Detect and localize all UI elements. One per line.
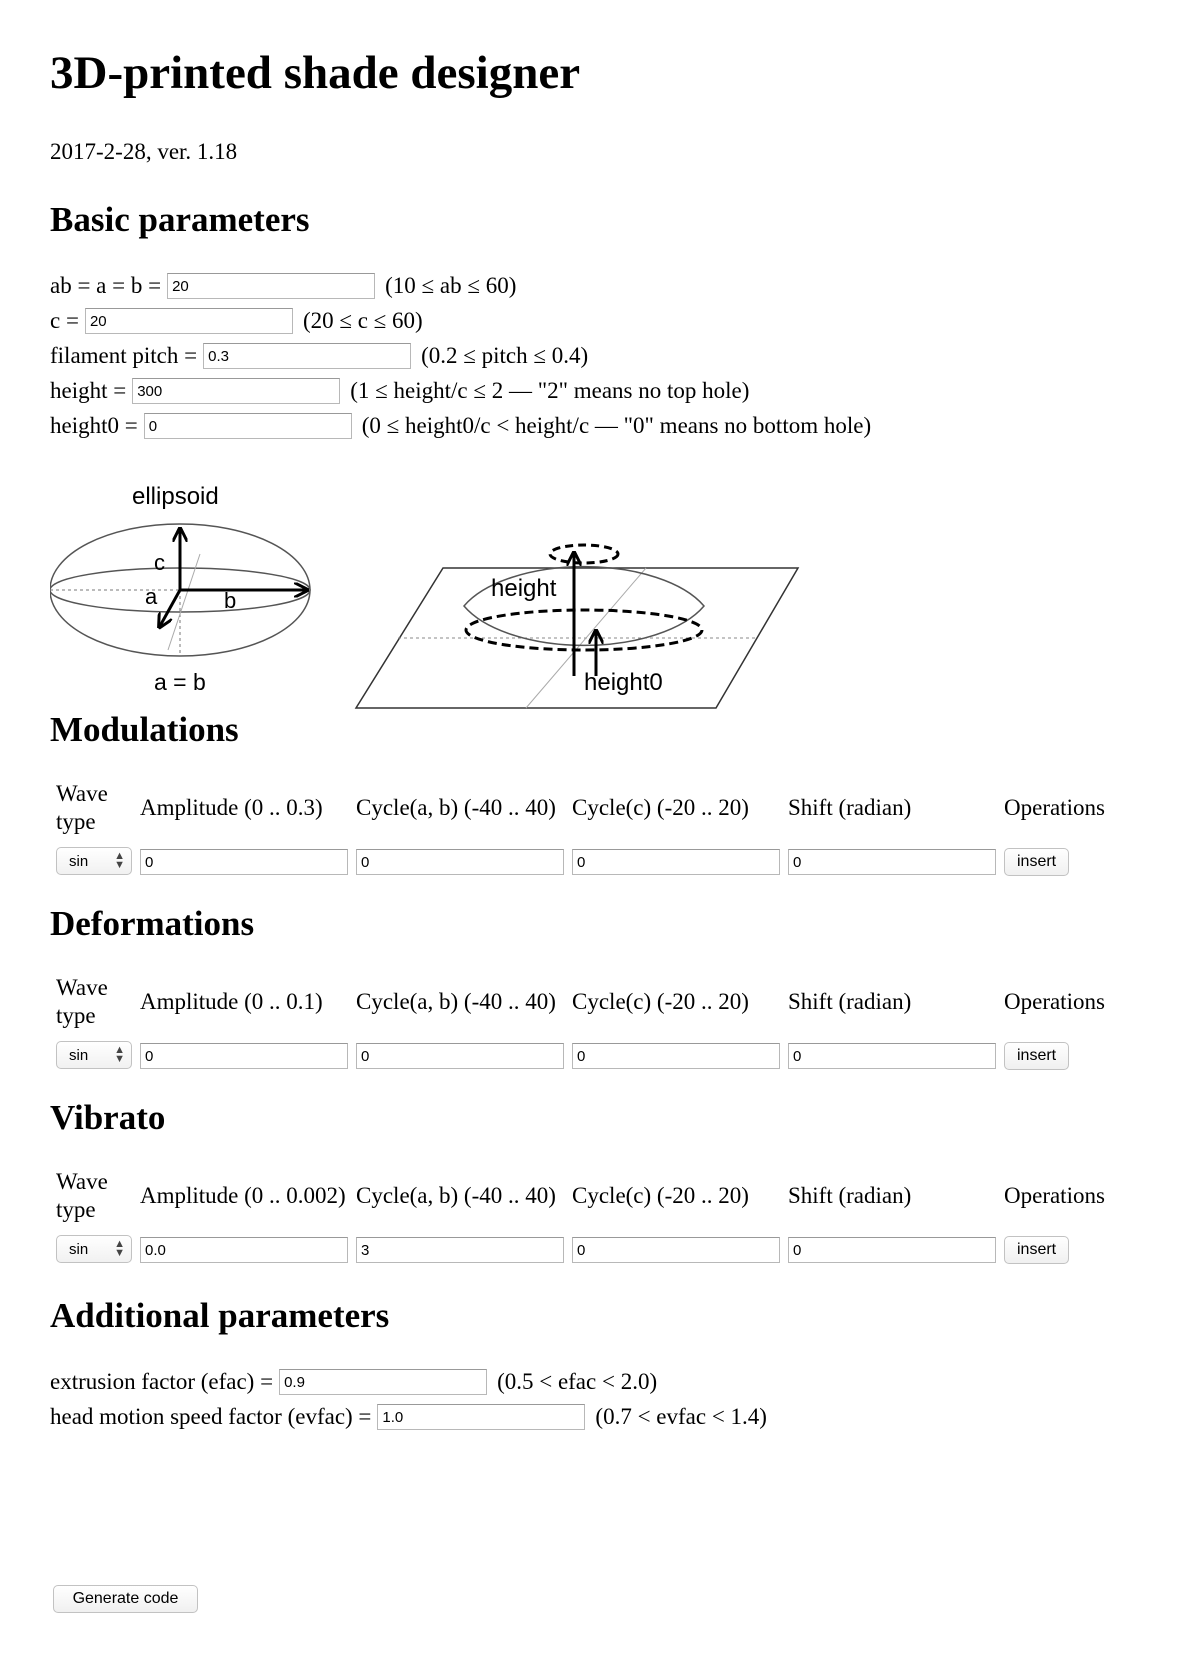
shade-figure: [356, 545, 798, 708]
cycle-c-input[interactable]: [572, 1237, 780, 1263]
header-amplitude: Amplitude (0 .. 0.1): [140, 989, 323, 1014]
filament-pitch-hint: (0.2 ≤ pitch ≤ 0.4): [421, 343, 589, 368]
c-label: c =: [50, 308, 79, 333]
filament-pitch-row: [50, 340, 588, 372]
header-cycle-ab: Cycle(a, b) (-40 .. 40): [356, 1183, 556, 1208]
deformations-row: [52, 1030, 1109, 1070]
select-arrows-icon: ▲ ▼: [114, 850, 125, 871]
cycle-c-input[interactable]: [572, 849, 780, 875]
amplitude-input[interactable]: [140, 849, 348, 875]
cycle-ab-input[interactable]: [356, 849, 564, 875]
modulations-table: [52, 780, 1109, 876]
shift-input[interactable]: [788, 849, 996, 875]
basic-parameters-heading: Basic parameters: [50, 200, 310, 239]
header-wave-type: Wave type: [56, 781, 108, 834]
c-input[interactable]: [85, 308, 293, 334]
evfac-label: head motion speed factor (evfac) =: [50, 1404, 372, 1429]
wave-type-value: sin: [69, 1046, 89, 1064]
axis-a-label: a: [145, 584, 158, 609]
c-row: [50, 305, 423, 337]
wave-type-value: sin: [69, 852, 89, 870]
filament-pitch-input[interactable]: [203, 343, 411, 369]
header-shift: Shift (radian): [788, 1183, 912, 1208]
version-text: 2017-2-28, ver. 1.18: [50, 139, 238, 164]
header-cycle-ab: Cycle(a, b) (-40 .. 40): [356, 795, 556, 820]
height0-label: height0 =: [50, 413, 138, 438]
deformations-header-row: [52, 974, 1109, 1030]
efac-label: extrusion factor (efac) =: [50, 1369, 274, 1394]
efac-input[interactable]: [279, 1369, 487, 1395]
header-cycle-ab: Cycle(a, b) (-40 .. 40): [356, 989, 556, 1014]
ab-row: [50, 270, 516, 302]
header-wave-type: Wave type: [56, 975, 108, 1028]
insert-button[interactable]: insert: [1004, 1236, 1069, 1264]
cycle-c-input[interactable]: [572, 1043, 780, 1069]
header-cycle-c: Cycle(c) (-20 .. 20): [572, 795, 749, 820]
modulations-heading: Modulations: [50, 710, 239, 749]
deformations-table: [52, 974, 1109, 1070]
deformations-heading: Deformations: [50, 904, 255, 943]
shift-input[interactable]: [788, 1043, 996, 1069]
vibrato-header-row: [52, 1168, 1109, 1224]
ab-label: ab = a = b =: [50, 273, 162, 298]
vibrato-heading: Vibrato: [50, 1098, 166, 1137]
height0-hint: (0 ≤ height0/c < height/c — "0" means no bottom hole): [361, 413, 872, 438]
select-arrows-icon: ▲ ▼: [114, 1238, 125, 1259]
ellipsoid-caption: a = b: [154, 669, 206, 695]
bottom-hole-ellipse: [466, 610, 702, 650]
header-operations: Operations: [1004, 989, 1105, 1014]
wave-type-select[interactable]: [56, 847, 132, 875]
height-row: [50, 375, 749, 407]
header-shift: Shift (radian): [788, 795, 912, 820]
wave-type-select[interactable]: [56, 1041, 132, 1069]
filament-pitch-label: filament pitch =: [50, 343, 198, 368]
ab-hint: (10 ≤ ab ≤ 60): [385, 273, 517, 298]
axis-c-label: c: [154, 550, 165, 575]
evfac-row: [50, 1401, 767, 1433]
height0-input[interactable]: [144, 413, 352, 439]
efac-row: [50, 1366, 657, 1398]
evfac-input[interactable]: [377, 1404, 585, 1430]
vibrato-table: [52, 1168, 1109, 1264]
top-hole-ellipse: [550, 545, 618, 563]
axis-b-label: b: [224, 588, 237, 613]
header-wave-type: Wave type: [56, 1169, 108, 1222]
ab-input[interactable]: [167, 273, 375, 299]
header-operations: Operations: [1004, 795, 1105, 820]
height-input[interactable]: [132, 378, 340, 404]
amplitude-input[interactable]: [140, 1237, 348, 1263]
wave-type-select[interactable]: [56, 1235, 132, 1263]
height0-diagram-label: height0: [584, 669, 663, 696]
wave-type-value: sin: [69, 1240, 89, 1258]
header-operations: Operations: [1004, 1183, 1105, 1208]
height-diagram-label: height: [491, 575, 557, 602]
ellipsoid-label: ellipsoid: [132, 483, 219, 510]
additional-parameters-heading: Additional parameters: [50, 1296, 390, 1335]
header-shift: Shift (radian): [788, 989, 912, 1014]
insert-button[interactable]: insert: [1004, 848, 1069, 876]
cycle-ab-input[interactable]: [356, 1237, 564, 1263]
select-arrows-icon: ▲ ▼: [114, 1044, 125, 1065]
header-cycle-c: Cycle(c) (-20 .. 20): [572, 989, 749, 1014]
height-label: height =: [50, 378, 127, 403]
header-amplitude: Amplitude (0 .. 0.3): [140, 795, 323, 820]
modulations-header-row: [52, 780, 1109, 836]
generate-code-button[interactable]: Generate code: [53, 1585, 198, 1613]
header-amplitude: Amplitude (0 .. 0.002): [140, 1183, 346, 1208]
shift-input[interactable]: [788, 1237, 996, 1263]
height0-row: [50, 410, 871, 442]
cycle-ab-input[interactable]: [356, 1043, 564, 1069]
evfac-hint: (0.7 < evfac < 1.4): [595, 1404, 767, 1429]
efac-hint: (0.5 < efac < 2.0): [497, 1369, 658, 1394]
page-title: 3D-printed shade designer: [50, 47, 581, 99]
height-hint: (1 ≤ height/c ≤ 2 — "2" means no top hole): [350, 378, 750, 403]
axis-a-arrow: [160, 590, 180, 626]
vibrato-row: [52, 1224, 1109, 1264]
ellipsoid-figure: [50, 483, 310, 695]
modulations-row: [52, 836, 1109, 876]
shade-geometry-diagram: [50, 474, 810, 714]
amplitude-input[interactable]: [140, 1043, 348, 1069]
insert-button[interactable]: insert: [1004, 1042, 1069, 1070]
c-hint: (20 ≤ c ≤ 60): [302, 308, 423, 333]
header-cycle-c: Cycle(c) (-20 .. 20): [572, 1183, 749, 1208]
